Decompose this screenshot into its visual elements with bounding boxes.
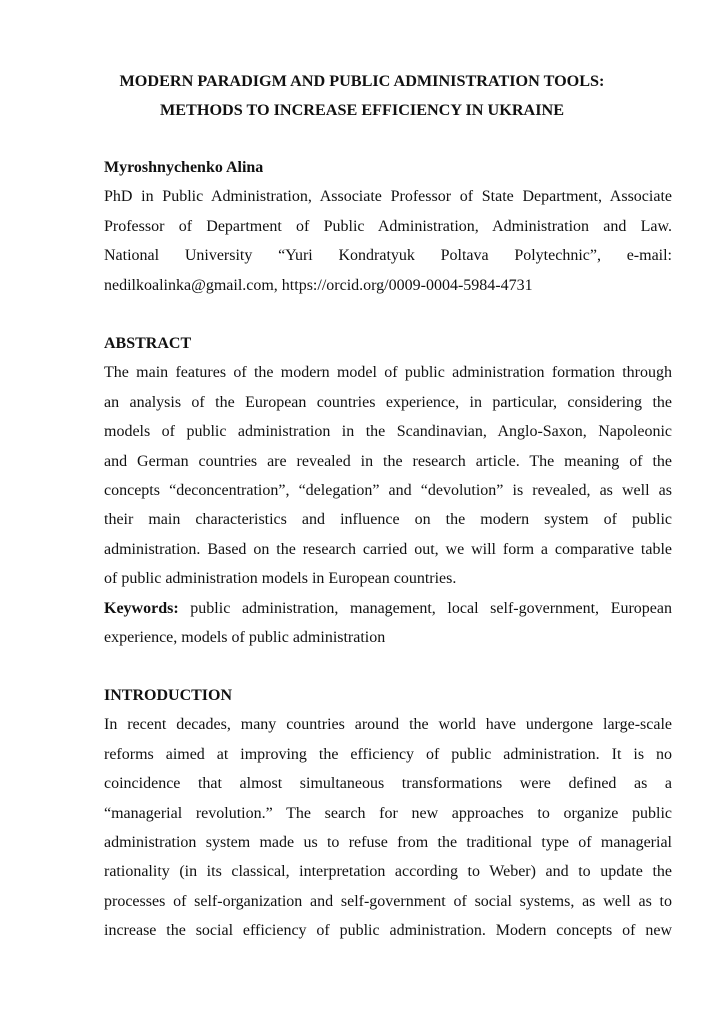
paper-title-line-1: MODERN PARADIGM AND PUBLIC ADMINISTRATION TOOLS:	[119, 72, 605, 90]
abstract-line: concepts “deconcentration”, “delegation” and “devolution” is revealed, as well as	[104, 481, 672, 499]
abstract-line: their main characteristics and influence on the modern system of public	[104, 511, 672, 529]
affiliation-line: National University “Yuri Kondratyuk Poltava Polytechnic”, e-mail:	[104, 247, 672, 265]
abstract-line: an analysis of the European countries experience, in particular, considering the	[104, 393, 672, 411]
affiliation-line: Professor of Department of Public Administration, Administration and Law.	[104, 217, 672, 235]
introduction-line: administration system made us to refuse from the traditional type of managerial	[104, 833, 672, 851]
keywords-label: Keywords:	[104, 599, 179, 617]
author-name: Myroshnychenko Alina	[104, 159, 264, 176]
abstract-line: and German countries are revealed in the research article. The meaning of the	[104, 452, 672, 470]
introduction-line: processes of self-organization and self-government of social systems, as well as to	[104, 892, 672, 910]
abstract-section	[104, 329, 672, 652]
keywords-text: public administration, management, local self-government, European	[178, 599, 672, 617]
affiliation-line: PhD in Public Administration, Associate Professor of State Department, Associate	[104, 188, 672, 206]
paper-title-line-2: METHODS TO INCREASE EFFICIENCY IN UKRAINE	[159, 101, 564, 119]
abstract-line: models of public administration in the Scandinavian, Anglo-Saxon, Napoleonic	[104, 423, 672, 441]
abstract-line: The main features of the modern model of public administration formation through	[104, 364, 672, 382]
keywords-line	[104, 594, 672, 623]
abstract-line: administration. Based on the research carried out, we will form a comparative table	[104, 540, 672, 558]
introduction-line: rationality (in its classical, interpretation according to Weber) and to update the	[104, 863, 672, 881]
abstract-line: of public administration models in European countries.	[104, 570, 457, 588]
affiliation-contact-line: nedilkoalinka@gmail.com, https://orcid.org/0009-0004-5984-4731	[104, 276, 533, 294]
introduction-line: “managerial revolution.” The search for new approaches to organize public	[104, 804, 672, 822]
introduction-line: increase the social efficiency of public administration. Modern concepts of new	[104, 922, 672, 940]
introduction-line: reforms aimed at improving the efficiency of public administration. It is no	[104, 745, 672, 763]
abstract-heading: ABSTRACT	[104, 335, 192, 352]
introduction-heading: INTRODUCTION	[104, 687, 233, 704]
author-section	[104, 153, 672, 300]
introduction-line: coincidence that almost simultaneous transformations were defined as a	[104, 775, 672, 793]
keywords-line-2: experience, models of public administration	[104, 628, 386, 646]
introduction-line: In recent decades, many countries around the world have undergone large-scale	[104, 716, 672, 734]
introduction-section	[104, 681, 672, 946]
